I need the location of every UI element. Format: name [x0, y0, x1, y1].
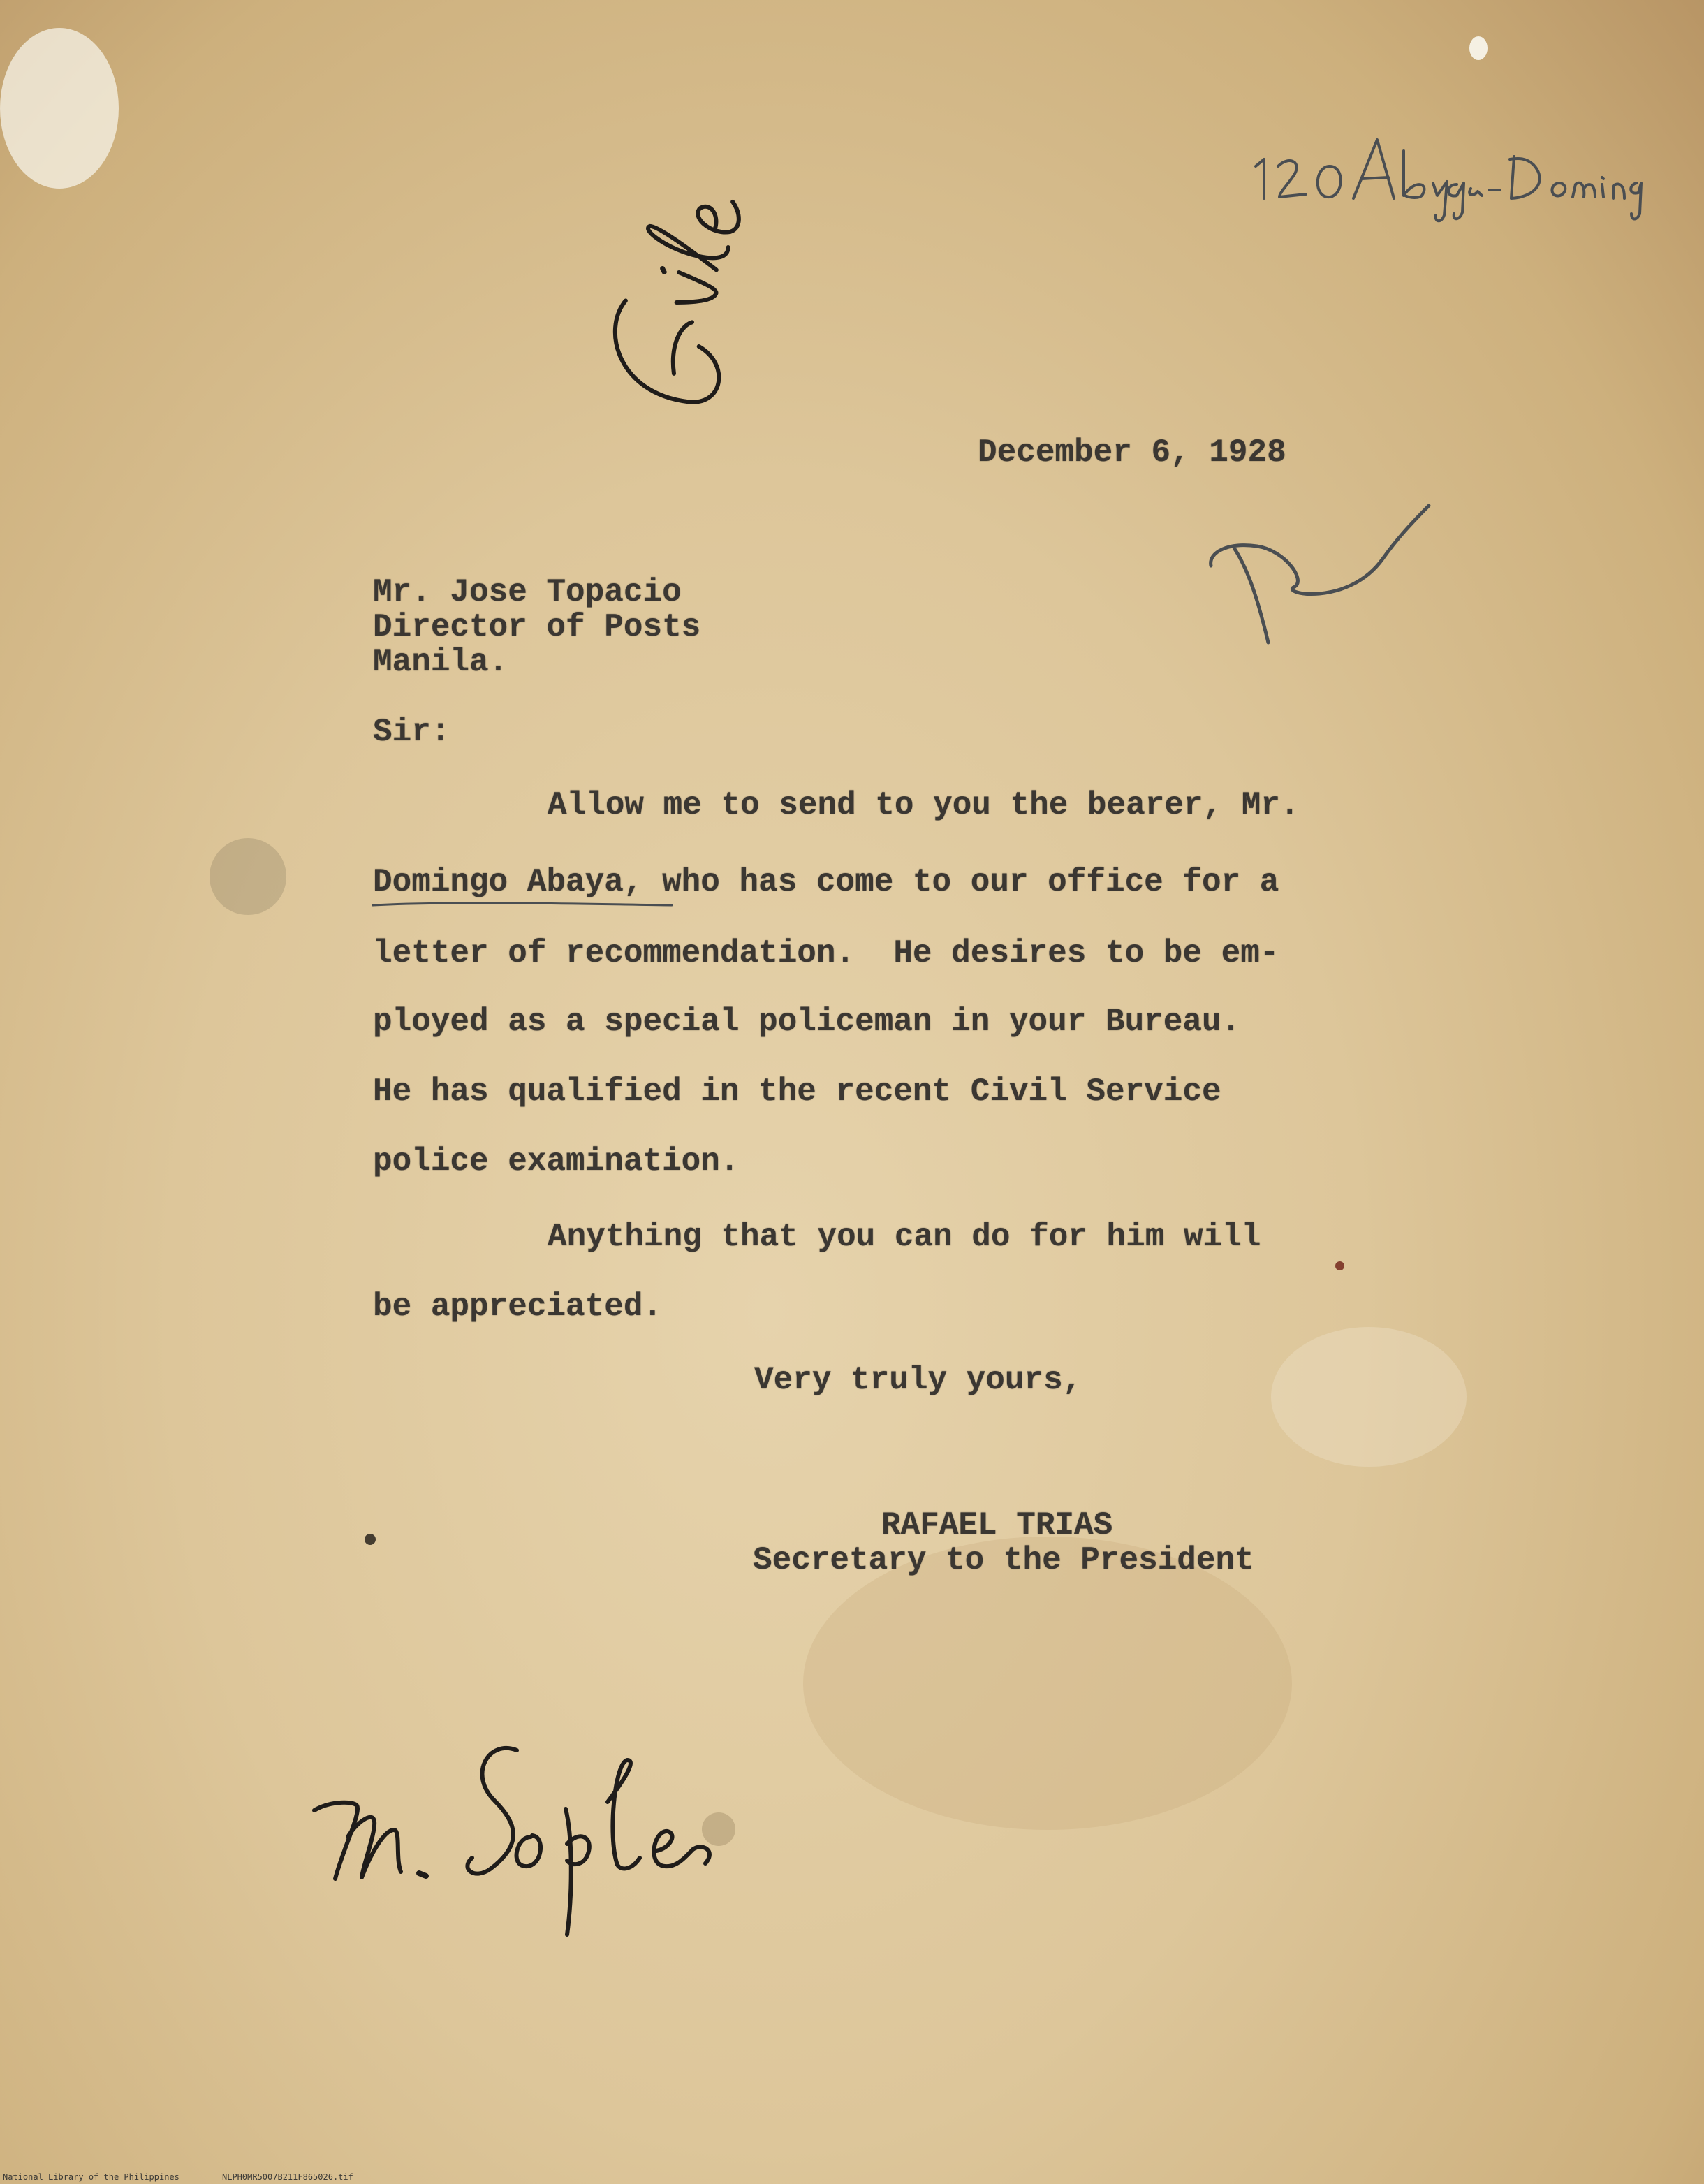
- paper-stain: [1469, 36, 1488, 60]
- ink-spot: [365, 1534, 376, 1545]
- body-line: ployed as a special policeman in your Bureau.: [373, 1004, 1241, 1040]
- file-annotation: [566, 91, 789, 440]
- body-line: Anything that you can do for him will: [548, 1219, 1261, 1255]
- body-line: He has qualified in the recent Civil Service: [373, 1073, 1221, 1110]
- salutation: Sir:: [373, 714, 450, 750]
- footer-filename: NLPH0MR5007B211F865026.tif: [222, 2172, 353, 2182]
- paper-stain: [0, 28, 119, 189]
- paper-stain: [803, 1537, 1292, 1830]
- recipient-name: Mr. Jose Topacio: [373, 574, 682, 610]
- name-underline: [363, 894, 684, 922]
- body-line: police examination.: [373, 1143, 740, 1180]
- ink-spot: [1335, 1261, 1344, 1270]
- closing: Very truly yours,: [754, 1362, 1082, 1398]
- body-line: be appreciated.: [373, 1289, 663, 1325]
- recipient-city: Manila.: [373, 644, 508, 680]
- signature: [307, 1732, 740, 1949]
- body-line: Allow me to send to you the bearer, Mr.: [548, 787, 1300, 823]
- paper-stain: [210, 838, 286, 915]
- pencil-annotation: [1236, 126, 1676, 230]
- check-mark: [1201, 489, 1439, 657]
- body-line: letter of recommendation. He desires to be em-: [373, 935, 1279, 972]
- body-line: Domingo Abaya, who has come to our office for a: [373, 864, 1279, 900]
- letter-date: December 6, 1928: [978, 434, 1286, 471]
- signatory-name: RAFAEL TRIAS: [881, 1507, 1113, 1544]
- footer-source: National Library of the Philippines: [3, 2172, 179, 2182]
- paper-stain: [1271, 1327, 1467, 1467]
- signatory-title: Secretary to the President: [753, 1542, 1254, 1578]
- recipient-title: Director of Posts: [373, 609, 701, 645]
